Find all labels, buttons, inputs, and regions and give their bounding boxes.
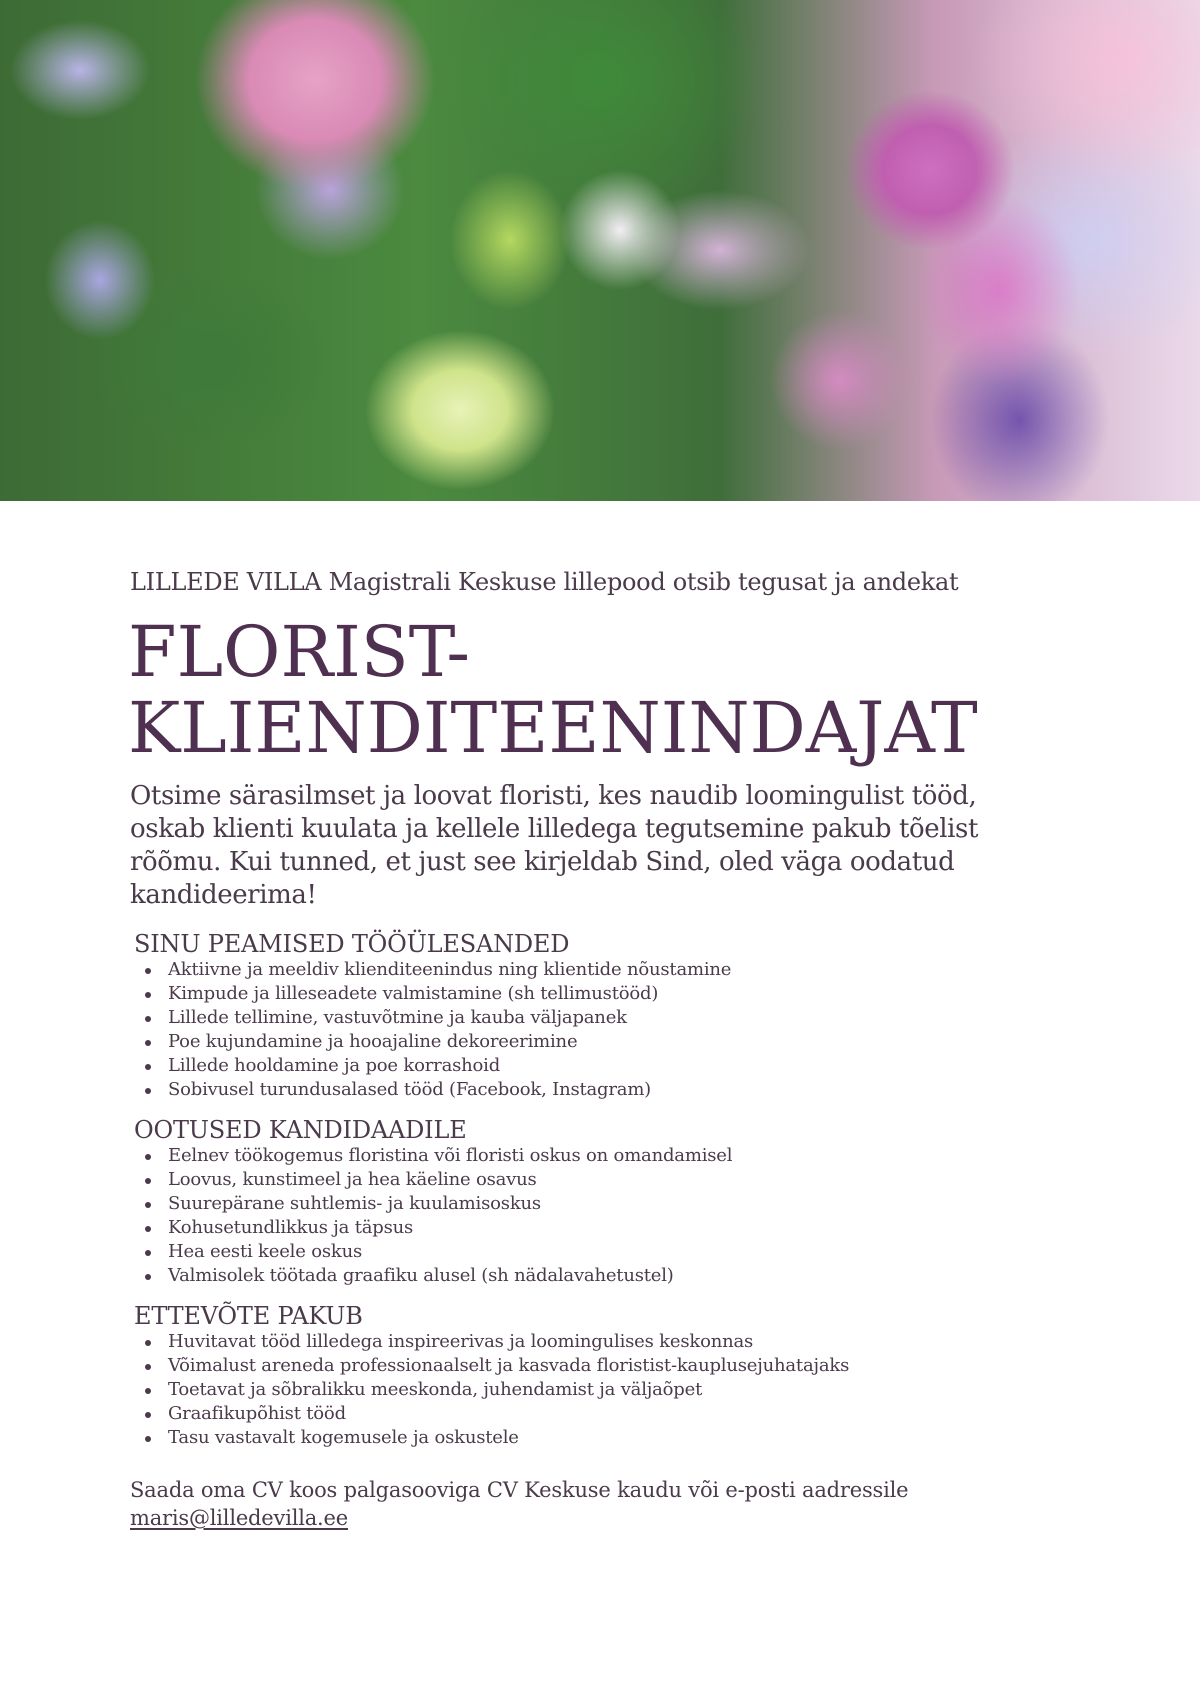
section-offer <box>130 1302 1010 1450</box>
list-item: Eelnev töökogemus floristina või floristi oskus on omandamisel <box>142 1144 1010 1168</box>
list-item: Kohusetundlikkus ja täpsus <box>142 1216 1010 1240</box>
list-item: Hea eesti keele oskus <box>142 1240 1010 1264</box>
list-item: Graafikupõhist tööd <box>142 1402 1010 1426</box>
list-item: Lillede hooldamine ja poe korrashoid <box>142 1054 1010 1078</box>
list-item: Loovus, kunstimeel ja hea käeline osavus <box>142 1168 1010 1192</box>
list-item: Toetavat ja sõbralikku meeskonda, juhendamist ja väljaõpet <box>142 1378 1010 1402</box>
list-item: Kimpude ja lilleseadete valmistamine (sh tellimustööd) <box>142 982 1010 1006</box>
section-duties <box>130 930 1010 1102</box>
job-title-line-2: KLIENDITEENINDAJAT <box>128 687 978 769</box>
apply-text: Saada oma CV koos palgasooviga CV Keskuse kaudu või e-posti aadressile <box>130 1478 909 1502</box>
list-item: Lillede tellimine, vastuvõtmine ja kauba väljapanek <box>142 1006 1010 1030</box>
job-title-line-1: FLORIST- <box>128 611 471 693</box>
apply-instructions <box>130 1476 1010 1532</box>
list-item: Aktiivne ja meeldiv klienditeenindus ning klientide nõustamine <box>142 958 1010 982</box>
list-item: Tasu vastavalt kogemusele ja oskustele <box>142 1426 1010 1450</box>
list-item: Võimalust areneda professionaalselt ja kasvada floristist-kauplusejuhatajaks <box>142 1354 1010 1378</box>
job-title <box>128 611 1010 769</box>
section-heading-expectations: OOTUSED KANDIDAADILE <box>134 1116 467 1144</box>
duties-list <box>130 958 1010 1102</box>
email-link[interactable]: maris@lilledevilla.ee <box>130 1506 348 1530</box>
list-item: Poe kujundamine ja hooajaline dekoreerimine <box>142 1030 1010 1054</box>
section-heading-duties: SINU PEAMISED TÖÖÜLESANDED <box>134 930 570 958</box>
list-item: Huvitavat tööd lilledega inspireerivas ja loomingulises keskonnas <box>142 1330 1010 1354</box>
job-ad-content <box>130 566 1010 1532</box>
expectations-list <box>130 1144 1010 1288</box>
section-heading-offer: ETTEVÕTE PAKUB <box>134 1302 363 1330</box>
list-item: Sobivusel turundusalased tööd (Facebook, Instagram) <box>142 1078 1010 1102</box>
hero-flower-photo <box>0 0 1200 501</box>
section-expectations <box>130 1116 1010 1288</box>
list-item: Valmisolek töötada graafiku alusel (sh nädalavahetustel) <box>142 1264 1010 1288</box>
intro-text: LILLEDE VILLA Magistrali Keskuse lillepood otsib tegusat ja andekat <box>130 568 959 596</box>
offer-list <box>130 1330 1010 1450</box>
list-item: Suurepärane suhtlemis- ja kuulamisoskus <box>142 1192 1010 1216</box>
lead-paragraph: Otsime särasilmset ja loovat floristi, kes naudib loomingulist tööd, oskab klienti kuulata ja kellele lilledega tegutsemine pakub tõelist rõõmu. Kui tunned, et just see kirjeldab Sind, oled väga oodatud kandideerima! <box>130 781 979 910</box>
